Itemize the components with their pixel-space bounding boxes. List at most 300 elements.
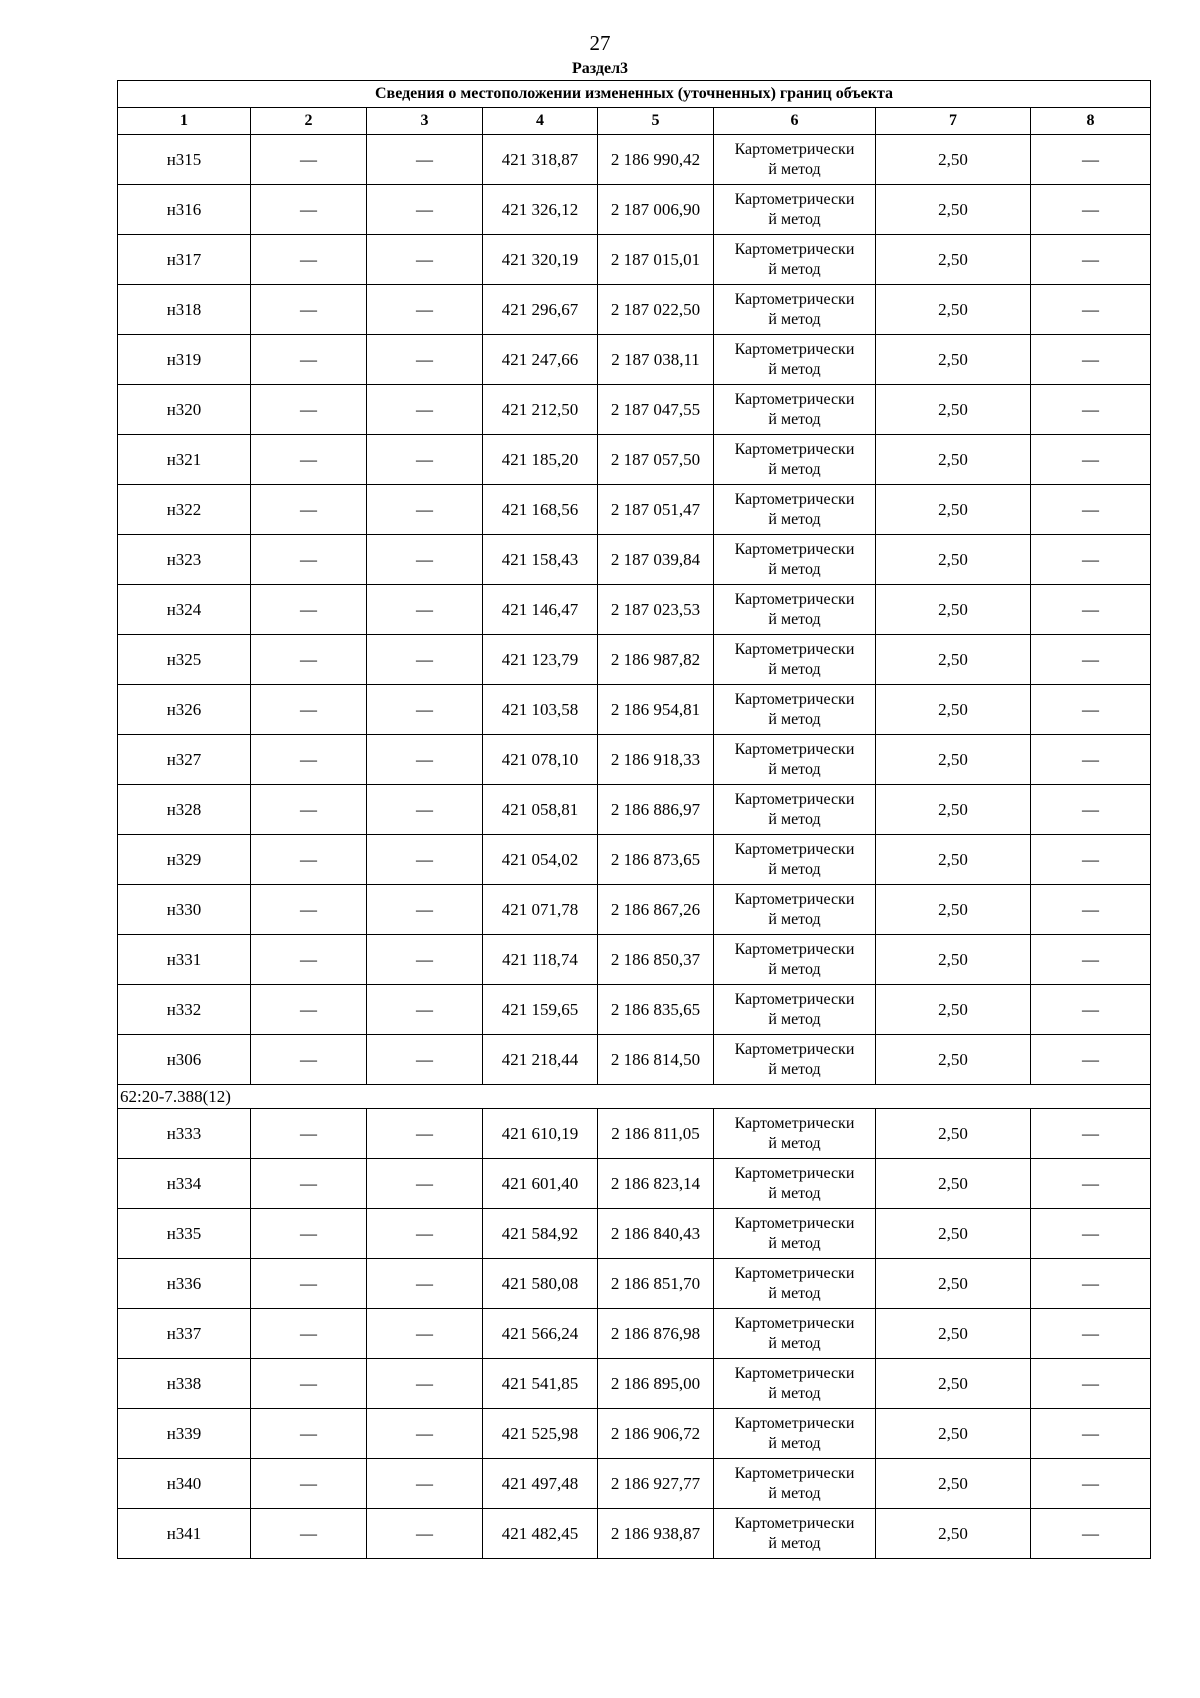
method-cell (714, 1035, 876, 1085)
table-row (118, 1459, 1151, 1509)
point-name: н323 (118, 535, 251, 585)
empty-dash: — (1031, 1209, 1151, 1259)
coordinate-y: 2 186 886,97 (598, 785, 714, 835)
method-line: Картометрически (734, 740, 855, 758)
accuracy-value: 2,50 (876, 985, 1031, 1035)
method-line: й метод (768, 860, 821, 878)
method-line: й метод (768, 1284, 821, 1302)
point-name: н333 (118, 1109, 251, 1159)
coordinates-table (117, 80, 1151, 1559)
table-row (118, 785, 1151, 835)
empty-dash: — (251, 1459, 367, 1509)
method-line: Картометрически (734, 1514, 855, 1532)
method-line: й метод (768, 1060, 821, 1078)
column-number: 3 (367, 108, 483, 135)
empty-dash: — (1031, 685, 1151, 735)
empty-dash: — (1031, 1159, 1151, 1209)
empty-dash: — (367, 785, 483, 835)
point-name: н322 (118, 485, 251, 535)
empty-dash: — (251, 1035, 367, 1085)
empty-dash: — (367, 135, 483, 185)
table-row (118, 835, 1151, 885)
method-cell (714, 635, 876, 685)
coordinate-x: 421 071,78 (483, 885, 598, 935)
method-line: Картометрически (734, 1364, 855, 1382)
empty-dash: — (367, 985, 483, 1035)
table-row (118, 1359, 1151, 1409)
method-line: й метод (768, 1184, 821, 1202)
point-name: н329 (118, 835, 251, 885)
coordinate-y: 2 186 867,26 (598, 885, 714, 935)
empty-dash: — (251, 235, 367, 285)
table-row (118, 235, 1151, 285)
method-cell (714, 1259, 876, 1309)
coordinate-x: 421 054,02 (483, 835, 598, 885)
coordinate-x: 421 218,44 (483, 1035, 598, 1085)
empty-dash: — (367, 1259, 483, 1309)
method-line: й метод (768, 410, 821, 428)
coordinate-y: 2 186 954,81 (598, 685, 714, 735)
group-label: 62:20-7.388(12) (118, 1085, 1151, 1109)
coordinate-y: 2 187 023,53 (598, 585, 714, 635)
coordinate-x: 421 525,98 (483, 1409, 598, 1459)
empty-dash: — (367, 385, 483, 435)
table-row (118, 1209, 1151, 1259)
accuracy-value: 2,50 (876, 1309, 1031, 1359)
table-body (118, 135, 1151, 1559)
method-cell (714, 685, 876, 735)
coordinate-y: 2 187 038,11 (598, 335, 714, 385)
method-line: й метод (768, 260, 821, 278)
empty-dash: — (251, 1209, 367, 1259)
empty-dash: — (367, 285, 483, 335)
empty-dash: — (367, 885, 483, 935)
method-line: й метод (768, 160, 821, 178)
coordinate-y: 2 187 015,01 (598, 235, 714, 285)
empty-dash: — (251, 1259, 367, 1309)
empty-dash: — (251, 1309, 367, 1359)
method-cell (714, 1409, 876, 1459)
accuracy-value: 2,50 (876, 1209, 1031, 1259)
method-line: Картометрически (734, 540, 855, 558)
empty-dash: — (1031, 585, 1151, 635)
method-line: Картометрически (734, 690, 855, 708)
point-name: н318 (118, 285, 251, 335)
empty-dash: — (367, 185, 483, 235)
coordinate-y: 2 186 840,43 (598, 1209, 714, 1259)
empty-dash: — (1031, 1035, 1151, 1085)
method-line: й метод (768, 610, 821, 628)
table-row (118, 885, 1151, 935)
method-cell (714, 285, 876, 335)
method-line: й метод (768, 210, 821, 228)
column-number: 4 (483, 108, 598, 135)
column-number: 8 (1031, 108, 1151, 135)
coordinate-y: 2 186 938,87 (598, 1509, 714, 1559)
accuracy-value: 2,50 (876, 385, 1031, 435)
accuracy-value: 2,50 (876, 1359, 1031, 1409)
method-cell (714, 885, 876, 935)
empty-dash: — (1031, 1459, 1151, 1509)
table-row (118, 385, 1151, 435)
method-line: Картометрически (734, 1164, 855, 1182)
method-cell (714, 835, 876, 885)
coordinate-x: 421 078,10 (483, 735, 598, 785)
empty-dash: — (1031, 935, 1151, 985)
accuracy-value: 2,50 (876, 1259, 1031, 1309)
table-row (118, 1109, 1151, 1159)
method-line: й метод (768, 1334, 821, 1352)
column-number: 6 (714, 108, 876, 135)
method-line: Картометрически (734, 390, 855, 408)
coordinate-x: 421 580,08 (483, 1259, 598, 1309)
method-line: Картометрически (734, 440, 855, 458)
method-line: й метод (768, 910, 821, 928)
method-line: Картометрически (734, 940, 855, 958)
coordinate-x: 421 159,65 (483, 985, 598, 1035)
table-row (118, 135, 1151, 185)
accuracy-value: 2,50 (876, 1035, 1031, 1085)
empty-dash: — (1031, 185, 1151, 235)
empty-dash: — (251, 685, 367, 735)
method-line: Картометрически (734, 490, 855, 508)
column-number: 5 (598, 108, 714, 135)
coordinate-x: 421 326,12 (483, 185, 598, 235)
accuracy-value: 2,50 (876, 535, 1031, 585)
accuracy-value: 2,50 (876, 685, 1031, 735)
method-line: й метод (768, 560, 821, 578)
method-line: й метод (768, 1534, 821, 1552)
point-name: н306 (118, 1035, 251, 1085)
accuracy-value: 2,50 (876, 435, 1031, 485)
empty-dash: — (1031, 635, 1151, 685)
empty-dash: — (1031, 1509, 1151, 1559)
empty-dash: — (367, 735, 483, 785)
coordinate-x: 421 146,47 (483, 585, 598, 635)
accuracy-value: 2,50 (876, 835, 1031, 885)
empty-dash: — (1031, 385, 1151, 435)
empty-dash: — (367, 535, 483, 585)
accuracy-value: 2,50 (876, 735, 1031, 785)
accuracy-value: 2,50 (876, 585, 1031, 635)
point-name: н335 (118, 1209, 251, 1259)
coordinate-y: 2 186 823,14 (598, 1159, 714, 1209)
method-line: Картометрически (734, 1414, 855, 1432)
page-number: 27 (589, 31, 611, 55)
empty-dash: — (251, 135, 367, 185)
empty-dash: — (251, 435, 367, 485)
method-line: Картометрически (734, 1314, 855, 1332)
table-row (118, 735, 1151, 785)
method-line: Картометрически (734, 340, 855, 358)
method-cell (714, 435, 876, 485)
method-line: Картометрически (734, 190, 855, 208)
coordinate-y: 2 187 039,84 (598, 535, 714, 585)
coordinate-y: 2 186 906,72 (598, 1409, 714, 1459)
coordinate-y: 2 186 811,05 (598, 1109, 714, 1159)
empty-dash: — (251, 185, 367, 235)
empty-dash: — (1031, 885, 1151, 935)
table-row (118, 685, 1151, 735)
coordinate-y: 2 186 851,70 (598, 1259, 714, 1309)
coordinate-y: 2 186 876,98 (598, 1309, 714, 1359)
method-line: й метод (768, 510, 821, 528)
coordinate-y: 2 186 895,00 (598, 1359, 714, 1409)
coordinate-x: 421 318,87 (483, 135, 598, 185)
empty-dash: — (251, 935, 367, 985)
empty-dash: — (251, 535, 367, 585)
coordinate-y: 2 186 835,65 (598, 985, 714, 1035)
method-line: Картометрически (734, 890, 855, 908)
accuracy-value: 2,50 (876, 235, 1031, 285)
coordinate-x: 421 118,74 (483, 935, 598, 985)
point-name: н327 (118, 735, 251, 785)
method-line: й метод (768, 1484, 821, 1502)
method-line: Картометрически (734, 990, 855, 1008)
table-row (118, 585, 1151, 635)
coordinate-y: 2 187 057,50 (598, 435, 714, 485)
empty-dash: — (367, 1159, 483, 1209)
empty-dash: — (251, 1159, 367, 1209)
point-name: н339 (118, 1409, 251, 1459)
method-line: Картометрически (734, 840, 855, 858)
point-name: н321 (118, 435, 251, 485)
table-row (118, 485, 1151, 535)
table-row (118, 1409, 1151, 1459)
method-cell (714, 485, 876, 535)
method-cell (714, 1159, 876, 1209)
method-line: й метод (768, 1384, 821, 1402)
method-line: й метод (768, 1434, 821, 1452)
coordinate-x: 421 566,24 (483, 1309, 598, 1359)
coordinate-x: 421 296,67 (483, 285, 598, 335)
point-name: н315 (118, 135, 251, 185)
method-cell (714, 535, 876, 585)
empty-dash: — (251, 1109, 367, 1159)
method-line: й метод (768, 1010, 821, 1028)
empty-dash: — (251, 285, 367, 335)
column-number-row (118, 108, 1151, 135)
coordinate-x: 421 185,20 (483, 435, 598, 485)
empty-dash: — (251, 835, 367, 885)
method-line: Картометрически (734, 240, 855, 258)
table-row (118, 285, 1151, 335)
method-cell (714, 1509, 876, 1559)
coordinate-y: 2 186 990,42 (598, 135, 714, 185)
method-line: Картометрически (734, 1264, 855, 1282)
empty-dash: — (1031, 485, 1151, 535)
coordinate-y: 2 186 987,82 (598, 635, 714, 685)
coordinate-x: 421 123,79 (483, 635, 598, 685)
point-name: н317 (118, 235, 251, 285)
table-row (118, 435, 1151, 485)
group-label-row (118, 1085, 1151, 1109)
empty-dash: — (367, 1409, 483, 1459)
empty-dash: — (367, 1359, 483, 1409)
empty-dash: — (251, 385, 367, 435)
coordinate-x: 421 601,40 (483, 1159, 598, 1209)
coordinate-x: 421 247,66 (483, 335, 598, 385)
section-title: Раздел3 (571, 60, 629, 77)
empty-dash: — (1031, 435, 1151, 485)
point-name: н332 (118, 985, 251, 1035)
empty-dash: — (251, 485, 367, 535)
point-name: н319 (118, 335, 251, 385)
method-line: й метод (768, 1134, 821, 1152)
method-line: Картометрически (734, 1114, 855, 1132)
empty-dash: — (1031, 835, 1151, 885)
empty-dash: — (1031, 1359, 1151, 1409)
empty-dash: — (367, 435, 483, 485)
table-row (118, 1159, 1151, 1209)
empty-dash: — (251, 335, 367, 385)
method-cell (714, 1109, 876, 1159)
accuracy-value: 2,50 (876, 1109, 1031, 1159)
method-cell (714, 585, 876, 635)
coordinate-x: 421 058,81 (483, 785, 598, 835)
coordinate-y: 2 186 850,37 (598, 935, 714, 985)
coordinate-x: 421 168,56 (483, 485, 598, 535)
empty-dash: — (367, 585, 483, 635)
empty-dash: — (367, 635, 483, 685)
column-number: 1 (118, 108, 251, 135)
empty-dash: — (1031, 1409, 1151, 1459)
accuracy-value: 2,50 (876, 1459, 1031, 1509)
method-cell (714, 1309, 876, 1359)
empty-dash: — (1031, 285, 1151, 335)
empty-dash: — (1031, 1109, 1151, 1159)
method-line: й метод (768, 760, 821, 778)
empty-dash: — (251, 735, 367, 785)
accuracy-value: 2,50 (876, 185, 1031, 235)
empty-dash: — (367, 1109, 483, 1159)
coordinate-y: 2 187 051,47 (598, 485, 714, 535)
coordinate-y: 2 187 047,55 (598, 385, 714, 435)
table-row (118, 1309, 1151, 1359)
coordinate-x: 421 320,19 (483, 235, 598, 285)
coordinate-x: 421 103,58 (483, 685, 598, 735)
coordinate-x: 421 584,92 (483, 1209, 598, 1259)
method-line: Картометрически (734, 1214, 855, 1232)
empty-dash: — (1031, 1309, 1151, 1359)
coordinate-x: 421 212,50 (483, 385, 598, 435)
method-line: Картометрически (734, 640, 855, 658)
point-name: н334 (118, 1159, 251, 1209)
method-line: й метод (768, 1234, 821, 1252)
empty-dash: — (251, 885, 367, 935)
accuracy-value: 2,50 (876, 785, 1031, 835)
method-cell (714, 985, 876, 1035)
point-name: н341 (118, 1509, 251, 1559)
empty-dash: — (251, 585, 367, 635)
accuracy-value: 2,50 (876, 485, 1031, 535)
empty-dash: — (1031, 135, 1151, 185)
coordinate-y: 2 186 927,77 (598, 1459, 714, 1509)
coordinate-y: 2 186 873,65 (598, 835, 714, 885)
method-cell (714, 1459, 876, 1509)
method-cell (714, 335, 876, 385)
point-name: н330 (118, 885, 251, 935)
empty-dash: — (251, 985, 367, 1035)
coordinate-x: 421 482,45 (483, 1509, 598, 1559)
empty-dash: — (367, 835, 483, 885)
point-name: н340 (118, 1459, 251, 1509)
empty-dash: — (251, 1409, 367, 1459)
empty-dash: — (367, 235, 483, 285)
empty-dash: — (1031, 1259, 1151, 1309)
method-line: й метод (768, 810, 821, 828)
method-cell (714, 935, 876, 985)
method-cell (714, 1359, 876, 1409)
method-line: Картометрически (734, 140, 855, 158)
coordinate-y: 2 187 006,90 (598, 185, 714, 235)
accuracy-value: 2,50 (876, 635, 1031, 685)
coordinate-x: 421 497,48 (483, 1459, 598, 1509)
coordinate-x: 421 610,19 (483, 1109, 598, 1159)
method-cell (714, 185, 876, 235)
accuracy-value: 2,50 (876, 1509, 1031, 1559)
method-line: й метод (768, 960, 821, 978)
table-row (118, 535, 1151, 585)
method-cell (714, 385, 876, 435)
table-row (118, 935, 1151, 985)
table-row (118, 1035, 1151, 1085)
method-line: й метод (768, 310, 821, 328)
accuracy-value: 2,50 (876, 935, 1031, 985)
table-row (118, 1259, 1151, 1309)
empty-dash: — (367, 1509, 483, 1559)
method-cell (714, 735, 876, 785)
point-name: н324 (118, 585, 251, 635)
coordinate-x: 421 541,85 (483, 1359, 598, 1409)
method-line: Картометрически (734, 1040, 855, 1058)
point-name: н336 (118, 1259, 251, 1309)
method-cell (714, 785, 876, 835)
empty-dash: — (367, 485, 483, 535)
accuracy-value: 2,50 (876, 335, 1031, 385)
accuracy-value: 2,50 (876, 885, 1031, 935)
accuracy-value: 2,50 (876, 285, 1031, 335)
method-line: Картометрически (734, 790, 855, 808)
empty-dash: — (1031, 335, 1151, 385)
point-name: н316 (118, 185, 251, 235)
table-row (118, 185, 1151, 235)
point-name: н326 (118, 685, 251, 735)
accuracy-value: 2,50 (876, 135, 1031, 185)
method-line: й метод (768, 660, 821, 678)
point-name: н338 (118, 1359, 251, 1409)
method-line: й метод (768, 360, 821, 378)
table-row (118, 1509, 1151, 1559)
empty-dash: — (1031, 785, 1151, 835)
empty-dash: — (367, 685, 483, 735)
table-caption: Сведения о местоположении измененных (уточненных) границ объекта (118, 81, 1151, 108)
empty-dash: — (1031, 535, 1151, 585)
method-line: Картометрически (734, 590, 855, 608)
empty-dash: — (367, 1209, 483, 1259)
column-number: 2 (251, 108, 367, 135)
point-name: н320 (118, 385, 251, 435)
empty-dash: — (1031, 985, 1151, 1035)
coordinate-y: 2 187 022,50 (598, 285, 714, 335)
table-row (118, 335, 1151, 385)
empty-dash: — (251, 785, 367, 835)
accuracy-value: 2,50 (876, 1159, 1031, 1209)
method-line: й метод (768, 710, 821, 728)
coordinate-x: 421 158,43 (483, 535, 598, 585)
empty-dash: — (251, 1509, 367, 1559)
method-cell (714, 235, 876, 285)
